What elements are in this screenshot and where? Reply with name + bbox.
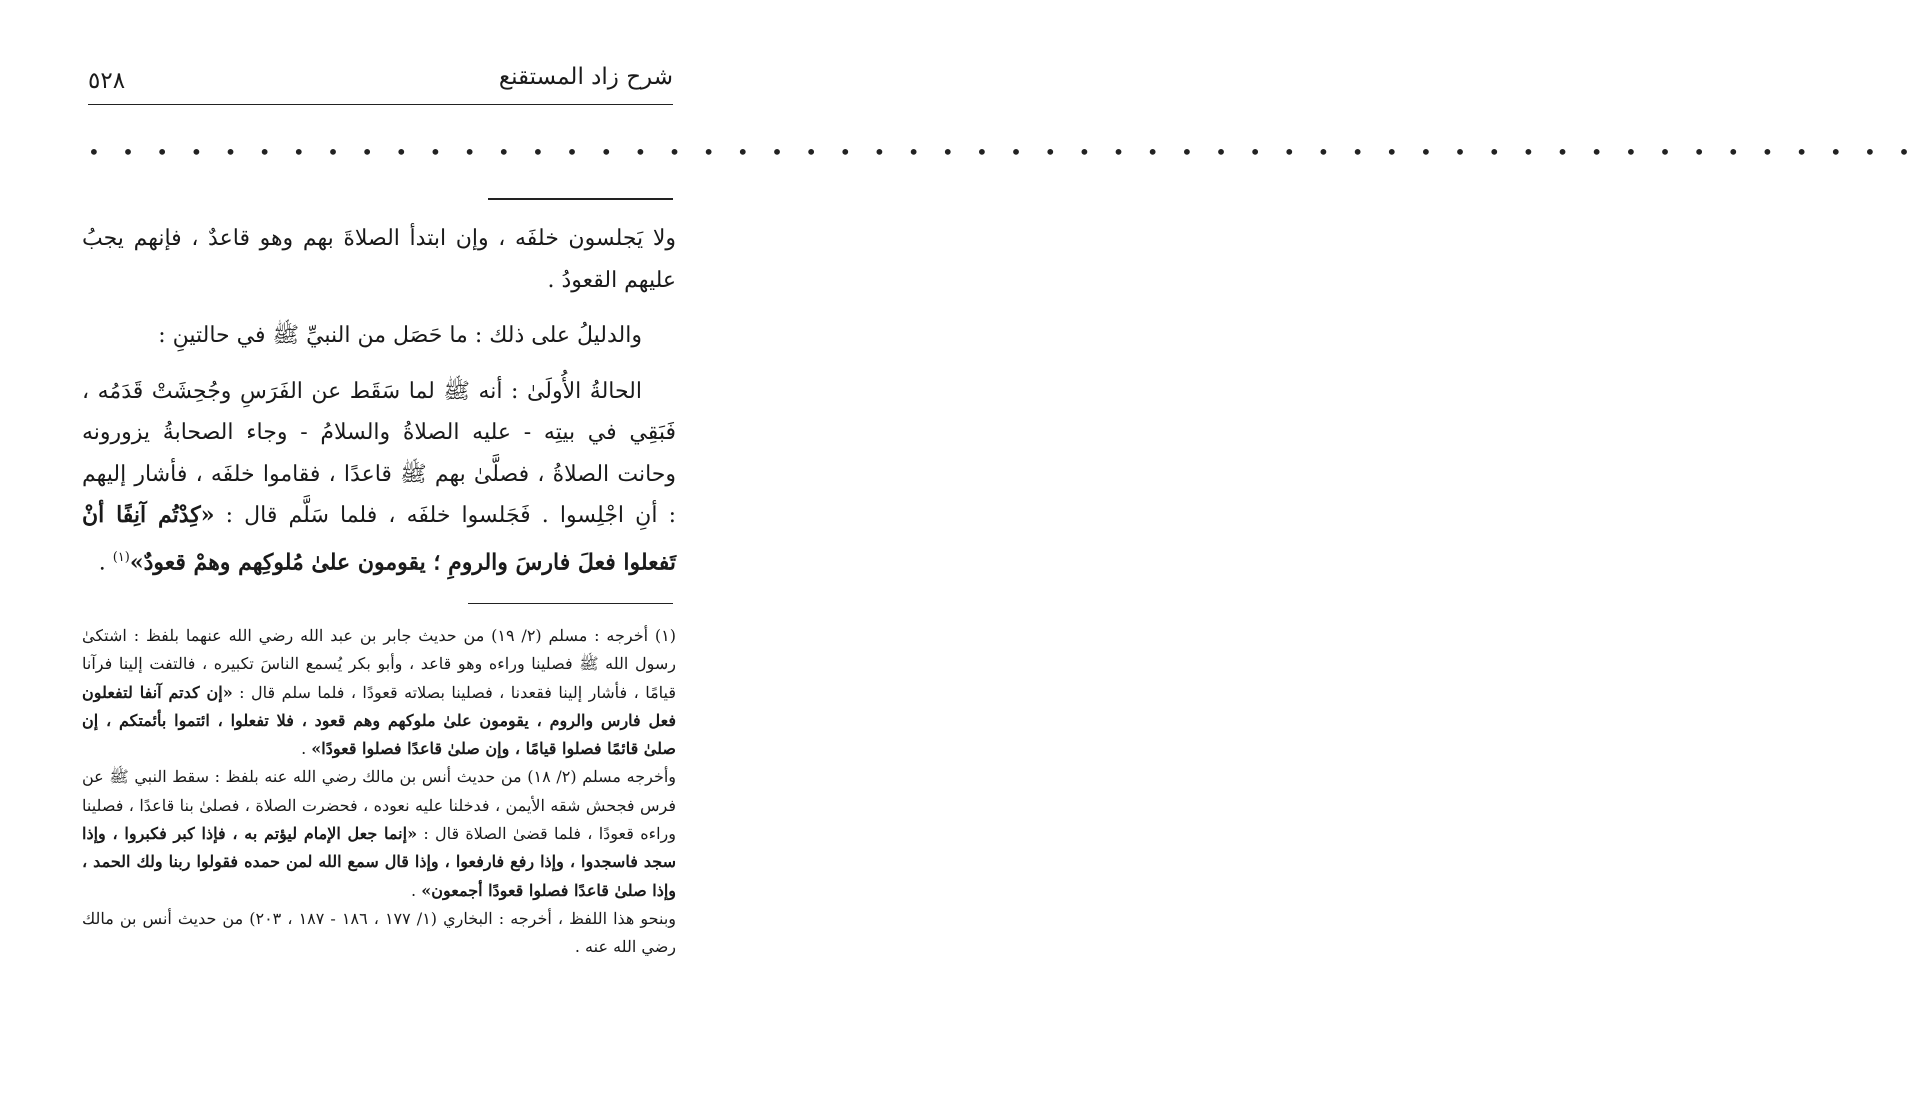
book-title: شرح زاد المستقنع: [498, 64, 673, 90]
section-divider: [488, 198, 673, 200]
paragraph-3-text: الحالةُ الأُولَىٰ : أنه ﷺ لما سَقَط عن الفَرَسِ وجُحِشَتْ قَدَمُه ، فَبَقِي في بيتِه - عليه الصلاةُ والسلامُ - وجاء الصحابةُ يزورونه وحانت الصلاةُ ، فصلَّىٰ بهم ﷺ قاعدًا ، فقاموا خلفَه ، فأشار إليهم : أنِ اجْلِسوا . فَجَلسوا خلفَه ، فلما سَلَّم قال :: [82, 378, 676, 528]
paragraph-3: [82, 371, 676, 584]
footnote-1: [82, 622, 676, 763]
main-text: [82, 218, 676, 583]
hadith-quote: «كِدْتُم آنِفًا أنْ تَفعلوا فعلَ فارسَ والرومِ ؛ يقومون علىٰ مُلوكِهم وهمْ قعودٌ»: [82, 502, 676, 575]
header-rule: [88, 104, 673, 105]
footnote-1-text: (١) أخرجه : مسلم (٢/ ١٩) من حديث جابر بن عبد الله رضي الله عنهما بلفظ : اشتكىٰ رسول الله ﷺ فصلينا وراءه وهو قاعد ، وأبو بكر يُسمع الناسَ تكبيره ، فالتفت إلينا فرآنا قيامًا ، فأشار إلينا فقعدنا ، فصلينا بصلاته قعودًا ، فلما سلم قال :: [82, 626, 677, 702]
footnotes: [82, 622, 676, 962]
footnote-1-end: .: [301, 739, 312, 759]
footnote-3: وبنحو هذا اللفظ ، أخرجه : البخاري (١/ ١٧٧ ، ١٨٦ - ١٨٧ ، ٢٠٣) من حديث أنس بن مالك رضي الله عنه .: [82, 908, 677, 957]
omission-dots: • • • • • • • • • • • • • • • • • • • • • • • • • • • • • • • • • • • • • • • • • • • • • • • • • • • • • •: [88, 140, 1918, 164]
footnote-2-quote: «إنما جعل الإمام ليؤتم به ، فإذا كبر فكبروا ، وإذا سجد فاسجدوا ، وإذا رفع فارفعوا ، وإذا قال سمع الله لمن حمده فقولوا ربنا ولك الحمد ، وإذا صلىٰ قاعدًا فصلوا قعودًا أجمعون»: [82, 824, 676, 900]
paragraph-2: والدليلُ على ذلك : ما حَصَل من النبيِّ ﷺ في حالتينِ :: [158, 323, 642, 348]
page-header: [88, 64, 673, 104]
footnote-2-end: .: [411, 880, 422, 900]
footnote-2-text: وأخرجه مسلم (٢/ ١٨) من حديث أنس بن مالك رضي الله عنه بلفظ : سقط النبي ﷺ عن فرس فجحش شقه الأيمن ، فدخلنا عليه نعوده ، فحضرت الصلاة ، فصلىٰ بنا قاعدًا ، فصلينا وراءه قعودًا ، فلما قضىٰ الصلاة قال :: [82, 767, 677, 844]
paragraph-1: ولا يَجلسون خلفَه ، وإن ابتدأ الصلاةَ بهم وهو قاعدٌ ، فإنهم يجبُ عليهم القعودُ .: [82, 226, 676, 293]
footnote-1-quote: «إن كدتم آنفا لتفعلون فعل فارس والروم ، يقومون علىٰ ملوكهم وهم قعود ، فلا تفعلوا ، ائتموا بأئمتكم ، إن صلىٰ قائمًا فصلوا قيامًا ، وإن صلىٰ قاعدًا فصلوا قعودًا»: [82, 682, 676, 759]
footnote-divider: [468, 603, 673, 604]
page-number: ٥٢٨: [88, 68, 126, 94]
footnote-2: [82, 763, 676, 904]
footnote-ref[interactable]: (١): [112, 549, 130, 565]
paragraph-3-end: .: [98, 549, 113, 575]
